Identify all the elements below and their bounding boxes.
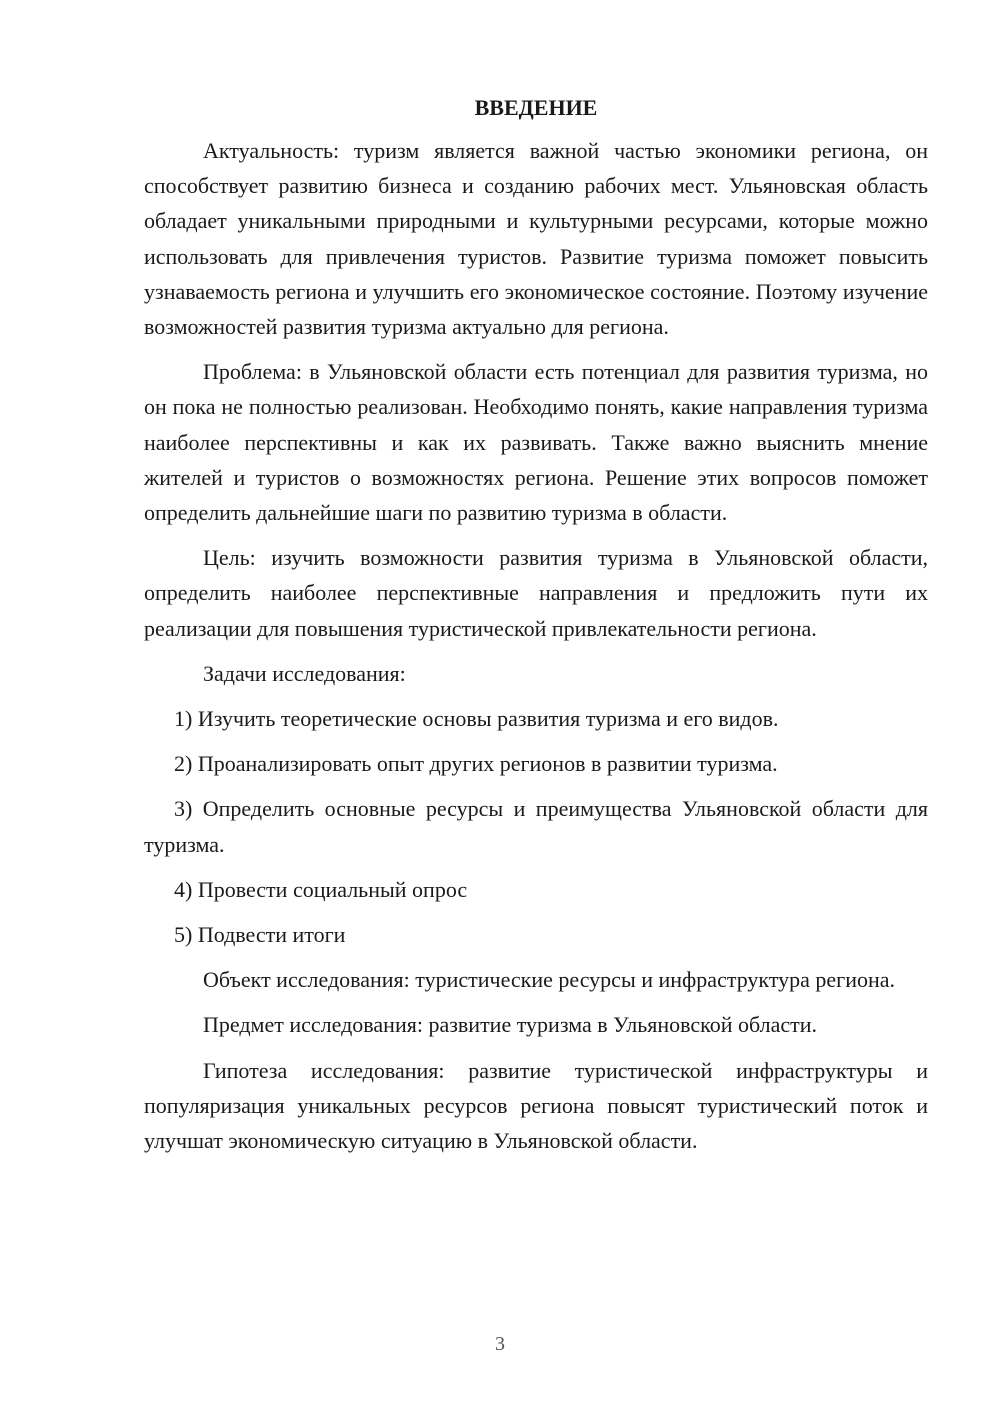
task-item-2: 2) Проанализировать опыт других регионов в развитии туризма. <box>174 751 778 777</box>
tasks-heading: Задачи исследования: <box>203 660 406 686</box>
goal-paragraph: Цель: изучить возможности развития туризма в Ульяновской области, определить наиболее перспективные направления и предложить пути их реализации для повышения туристической привлекательности региона. <box>144 545 928 641</box>
subject-paragraph: Предмет исследования: развитие туризма в Ульяновской области. <box>203 1012 818 1038</box>
relevance-paragraph: Актуальность: туризм является важной частью экономики региона, он способствует развитию бизнеса и созданию рабочих мест. Ульяновская область обладает уникальными природными и культурными ресурсами, которые можно использовать для привлечения туристов. Развитие туризма поможет повысить узнаваемость региона и улучшить его экономическое состояние. Поэтому изучение возможностей развития туризма актуально для региона. <box>144 138 928 340</box>
section-title: ВВЕДЕНИЕ <box>474 95 598 120</box>
object-paragraph: Объект исследования: туристические ресурсы и инфраструктура региона. <box>203 967 896 993</box>
task-item-5: 5) Подвести итоги <box>174 922 346 948</box>
task-item-1: 1) Изучить теоретические основы развития туризма и его видов. <box>174 706 779 732</box>
document-page <box>144 90 928 1168</box>
problem-paragraph: Проблема: в Ульяновской области есть потенциал для развития туризма, но он пока не полностью реализован. Необходимо понять, какие направления туризма наиболее перспективны и как их развивать. Также важно выяснить мнение жителей и туристов о возможностях региона. Решение этих вопросов поможет определить дальнейшие шаги по развитию туризма в области. <box>144 359 928 526</box>
task-item-4: 4) Провести социальный опрос <box>174 876 468 902</box>
hypothesis-paragraph: Гипотеза исследования: развитие туристической инфраструктуры и популяризация уникальных ресурсов региона повысят туристический поток и улучшат экономическую ситуацию в Ульяновской области. <box>144 1057 928 1154</box>
task-item-3: 3) Определить основные ресурсы и преимущества Ульяновской области для туризма. <box>144 796 928 857</box>
page-number: 3 <box>495 1333 505 1355</box>
